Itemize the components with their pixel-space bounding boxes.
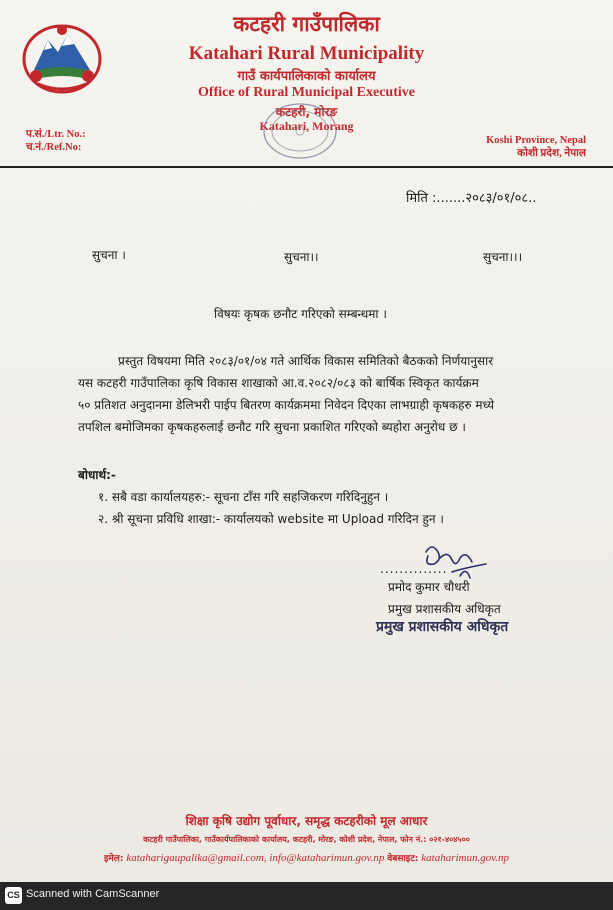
footer-contacts xyxy=(0,851,613,864)
header-divider xyxy=(0,166,613,168)
bodhartha-item-1: १. सबै वडा कार्यालयहरु:- सूचना टाँस गरि सहजिकरण गरिदिनुहुन । xyxy=(98,490,389,504)
notice-heading-1: सुचना । xyxy=(92,248,126,262)
notice-heading-3: सुचना।।। xyxy=(483,250,523,264)
website-label: वेबसाइट: xyxy=(387,854,419,864)
footer-address: कटहरी गाउँपालिका, गाउँकार्यपालिकाको कार्यालय, कटहरी, मोरङ, कोशी प्रदेश, नेपाल, फोन नं.: ०२१-४०४५०० xyxy=(143,835,470,844)
scanner-watermark-text: Scanned with CamScanner xyxy=(26,888,160,900)
footer-slogan: शिक्षा कृषि उद्योग पूर्वाधार, समृद्ध कटहरीको मूल आधार xyxy=(185,814,428,828)
paragraph-line-4: तपशिल बमोजिमका कृषकहरुलाई छनौट गरि सुचना प्रकाशित गरिएको ब्यहोरा अनुरोध छ । xyxy=(78,420,466,434)
bodhartha-label: बोधार्थ:- xyxy=(78,468,116,482)
email-label: इमेल: xyxy=(103,854,124,864)
address-np: कटहरी, मोरङ xyxy=(275,105,338,119)
signature-dots: .............. xyxy=(380,562,448,576)
office-round-stamp-icon xyxy=(258,100,342,162)
signatory-title: प्रमुख प्रशासकीय अधिकृत xyxy=(388,602,501,616)
address-en: Katahari, Morang xyxy=(259,119,354,133)
camscanner-logo-icon: CS xyxy=(5,887,22,904)
paragraph-line-1: प्रस्तुत विषयमा मिति २०८३/०१/०४ गते आर्थिक विकास समितिको बैठकको निर्णयानुसार xyxy=(118,354,494,368)
municipality-name-en: Katahari Rural Municipality xyxy=(188,43,425,64)
signatory-name: प्रमोद कुमार चौधरी xyxy=(388,580,470,594)
province-en: Koshi Province, Nepal xyxy=(486,135,586,146)
letter-number-label: प.सं./Ltr. No.: xyxy=(26,129,86,140)
notice-heading-2: सुचना।। xyxy=(284,250,319,264)
date-line: मिति :.......२०८३/०१/०८.. xyxy=(406,191,537,206)
province-np: कोशी प्रदेश, नेपाल xyxy=(517,148,586,159)
office-name-en: Office of Rural Municipal Executive xyxy=(198,85,415,100)
email-address[interactable]: kataharigaupalika@gmail.com, info@kataharimun.gov.np xyxy=(126,852,385,864)
subject-line: विषयः कृषक छनौट गरिएको सम्बन्धमा । xyxy=(214,307,387,321)
paragraph-line-2: यस कटहरी गाउँपालिका कृषि विकास शाखाको आ.व.२०८२/०८३ को बार्षिक स्विकृत कार्यक्रम xyxy=(78,376,479,390)
body-paragraph xyxy=(78,350,552,438)
office-name-np: गाउँ कार्यपालिकाको कार्यालय xyxy=(237,69,376,84)
reference-number-label: च.नं./Ref.No: xyxy=(26,142,82,153)
paragraph-line-3: ५० प्रतिशत अनुदानमा डेलिभरी पाईप बितरण कार्यक्रममा निवेदन दिएका लाभग्राही कृषकहरु मध्ये xyxy=(78,398,495,412)
signatory-stamp: प्रमुख प्रशासकीय अधिकृत xyxy=(376,619,509,635)
website-link[interactable]: kataharimun.gov.np xyxy=(421,852,510,864)
municipality-name-np: कटहरी गाउँपालिका xyxy=(233,12,380,36)
scanner-watermark-band xyxy=(0,882,613,910)
bodhartha-item-2: २. श्री सूचना प्रविधि शाखा:- कार्यालयको website मा Upload गरिदिन हुन । xyxy=(98,512,444,526)
